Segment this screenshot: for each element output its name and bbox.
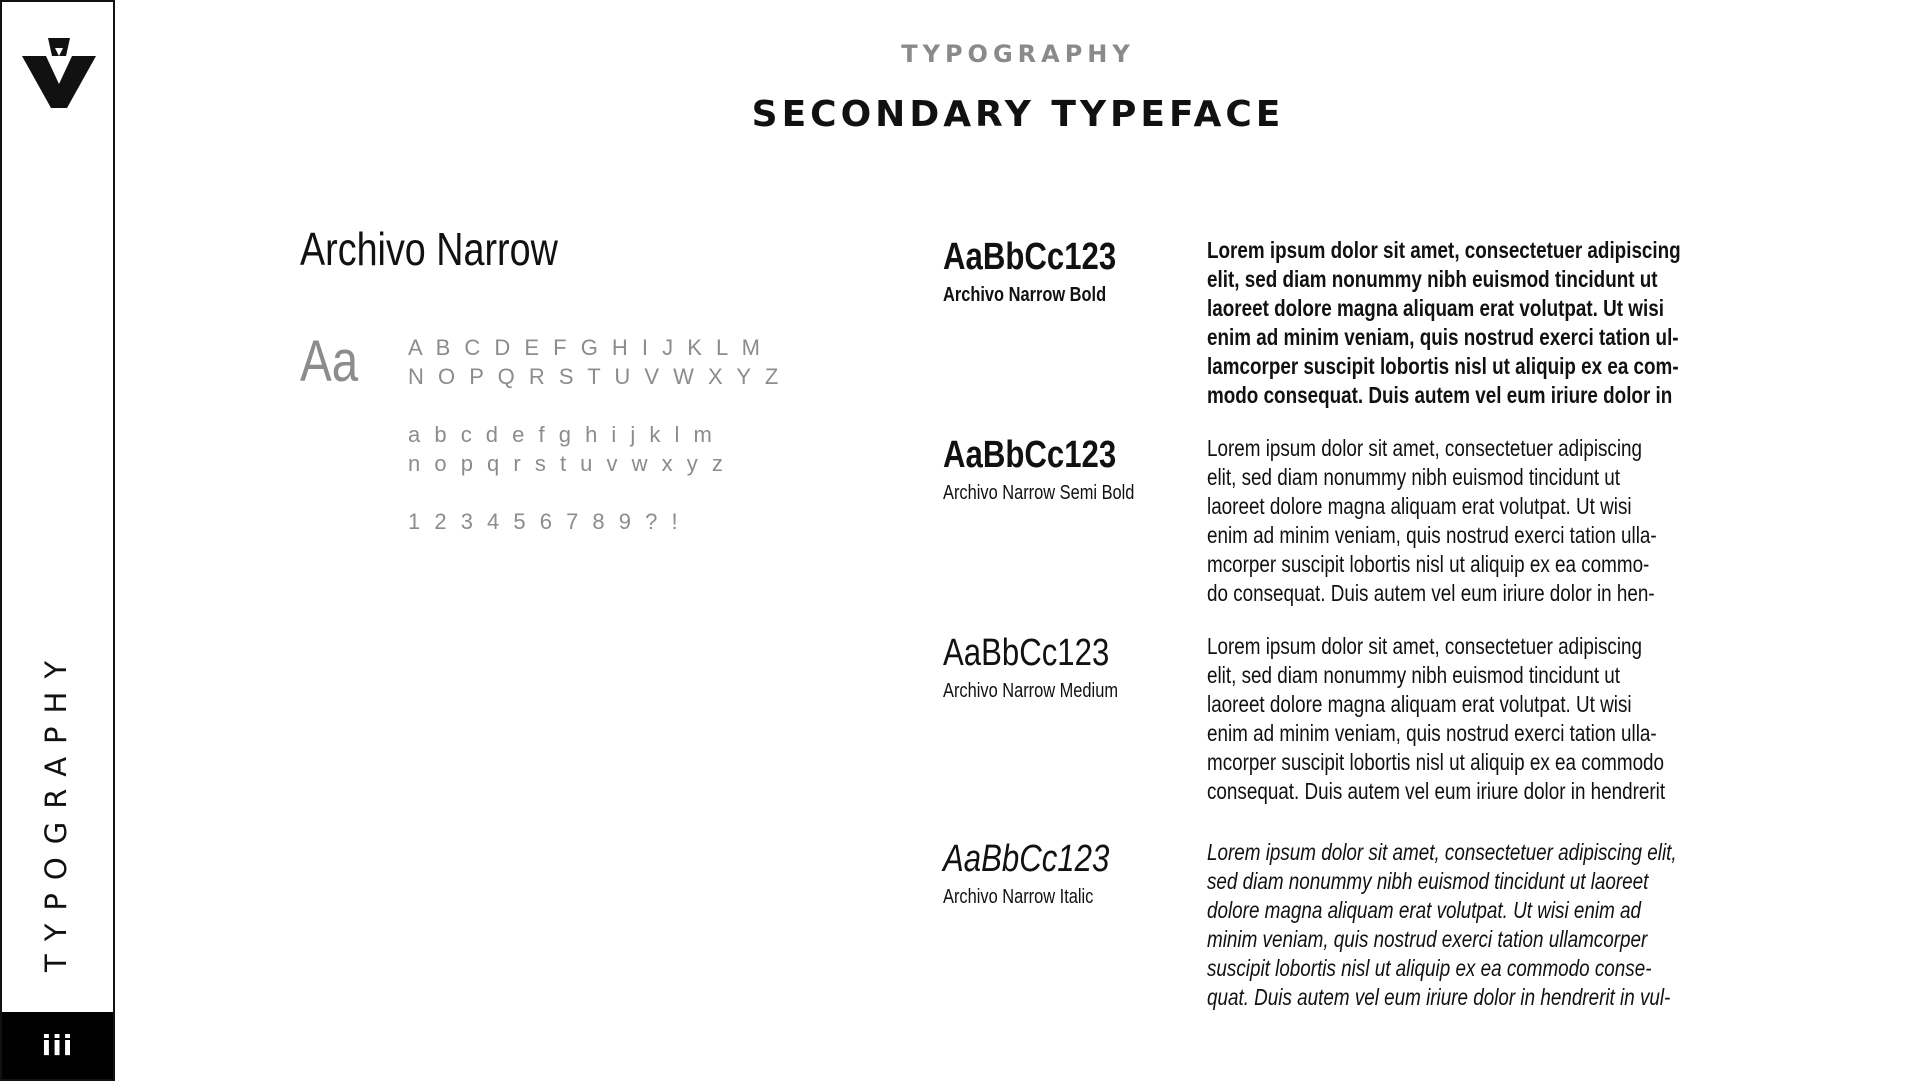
body-line: laoreet dolore magna aliquam erat volutpat. Ut wisi <box>1207 295 1664 321</box>
weight-body-text <box>1207 236 1681 410</box>
lowercase-line: n o p q r s t u v w x y z <box>408 451 727 476</box>
page-number-badge: iii <box>2 1012 113 1079</box>
weight-name: Archivo Narrow Bold <box>943 284 1107 306</box>
body-line: minim veniam, quis nostrud exerci tation ullamcorper <box>1207 926 1648 952</box>
body-line: mcorper suscipit lobortis nisl ut aliquip ex ea commo- <box>1207 551 1650 577</box>
uppercase-line: N O P Q R S T U V W X Y Z <box>408 364 783 389</box>
body-line: mcorper suscipit lobortis nisl ut aliquip ex ea commodo <box>1207 749 1665 775</box>
body-line: modo consequat. Duis autem vel eum iriure dolor in <box>1207 382 1673 408</box>
body-line: laoreet dolore magna aliquam erat volutpat. Ut wisi <box>1207 493 1632 519</box>
lowercase-glyphs <box>408 420 727 478</box>
lowercase-line: a b c d e f g h i j k l m <box>408 422 716 447</box>
body-line: elit, sed diam nonummy nibh euismod tincidunt ut <box>1207 266 1658 292</box>
uppercase-glyphs <box>408 333 782 391</box>
vertical-section-label-text: TYPOGRAPHY <box>39 647 73 972</box>
body-line: enim ad minim veniam, quis nostrud exerci tation ulla- <box>1207 720 1657 746</box>
body-line: Lorem ipsum dolor sit amet, consectetuer adipiscing <box>1207 633 1643 659</box>
body-line: suscipit lobortis nisl ut aliquip ex ea commodo conse- <box>1207 955 1652 981</box>
digits-line: 1 2 3 4 5 6 7 8 9 ? ! <box>408 509 682 534</box>
v-logo-icon <box>22 34 96 108</box>
body-line: dolore magna aliquam erat volutpat. Ut wisi enim ad <box>1207 897 1642 923</box>
body-line: quat. Duis autem vel eum iriure dolor in hendrerit in vul- <box>1207 984 1671 1010</box>
body-line: lamcorper suscipit lobortis nisl ut aliquip ex ea com- <box>1207 353 1679 379</box>
weight-sample: AaBbCc123 <box>943 838 1110 880</box>
weight-name: Archivo Narrow Medium <box>943 680 1118 702</box>
font-name-heading: Archivo Narrow <box>300 223 558 275</box>
body-line: Lorem ipsum dolor sit amet, consectetuer adipiscing elit, <box>1207 839 1677 865</box>
sidebar <box>0 0 115 1081</box>
weight-name: Archivo Narrow Semi Bold <box>943 482 1135 504</box>
body-line: enim ad minim veniam, quis nostrud exerci tation ulla- <box>1207 522 1657 548</box>
weight-sample: AaBbCc123 <box>943 632 1110 674</box>
weight-body-text <box>1207 632 1666 806</box>
body-line: sed diam nonummy nibh euismod tincidunt ut laoreet <box>1207 868 1649 894</box>
section-label: TYPOGRAPHY <box>901 40 1135 68</box>
weight-body-text <box>1207 434 1657 608</box>
body-line: elit, sed diam nonummy nibh euismod tincidunt ut <box>1207 464 1621 490</box>
weight-name: Archivo Narrow Italic <box>943 886 1094 908</box>
digit-glyphs <box>408 507 682 536</box>
aa-specimen: Aa <box>300 329 359 394</box>
body-line: Lorem ipsum dolor sit amet, consectetuer adipiscing <box>1207 237 1681 263</box>
body-line: consequat. Duis autem vel eum iriure dolor in hendrerit <box>1207 778 1666 804</box>
weight-body-text <box>1207 838 1677 1012</box>
uppercase-line: A B C D E F G H I J K L M <box>408 335 764 360</box>
body-line: Lorem ipsum dolor sit amet, consectetuer adipiscing <box>1207 435 1643 461</box>
body-line: do consequat. Duis autem vel eum iriure dolor in hen- <box>1207 580 1655 606</box>
body-line: laoreet dolore magna aliquam erat volutpat. Ut wisi <box>1207 691 1632 717</box>
weight-sample: AaBbCc123 <box>943 236 1117 278</box>
body-line: elit, sed diam nonummy nibh euismod tincidunt ut <box>1207 662 1621 688</box>
body-line: enim ad minim veniam, quis nostrud exerci tation ul- <box>1207 324 1679 350</box>
weight-sample: AaBbCc123 <box>943 434 1117 476</box>
page-title: SECONDARY TYPEFACE <box>751 94 1285 135</box>
